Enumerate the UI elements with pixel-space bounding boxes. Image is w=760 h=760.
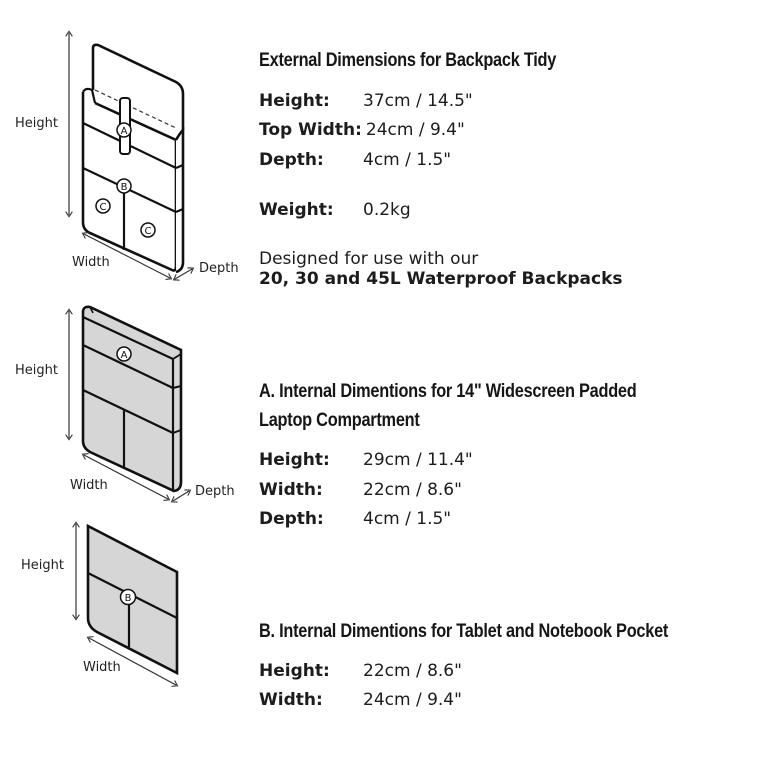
spec-depth [259,509,452,529]
height-label: Height [15,116,58,131]
compartment-a-heading-line1: A. Internal Dimentions for 14" Widescreen Padded [259,381,637,402]
marker-a-icon [117,123,131,137]
marker-c-icon [96,199,110,213]
width-label: Width [83,660,121,675]
spec-label: Width: [259,690,323,710]
height-label: Height [21,558,64,573]
spec-height [259,661,462,681]
tablet-pocket-icon [0,510,250,730]
spec-value: 22cm / 8.6" [363,480,462,500]
depth-label: Depth [195,484,235,499]
spec-value: 0.2kg [363,200,411,220]
svg-text:A: A [120,350,128,361]
spec-label: Height: [259,91,330,111]
note-line-1: Designed for use with our [259,249,479,269]
spec-value: 22cm / 8.6" [363,661,462,681]
spec-top-width [259,120,465,140]
width-label: Width [70,478,108,493]
tablet-diagram [0,510,250,730]
spec-value: 4cm / 1.5" [363,150,452,170]
compartment-b-heading: B. Internal Dimentions for Tablet and Notebook Pocket [259,621,669,642]
marker-b-icon [121,590,136,605]
note-line-2: 20, 30 and 45L Waterproof Backpacks [259,269,623,289]
svg-text:B: B [120,182,128,193]
spec-label: Depth: [259,150,324,170]
spec-value: 24cm / 9.4" [365,120,465,140]
spec-value: 4cm / 1.5" [363,509,452,529]
marker-a-icon [117,347,131,361]
spec-height [259,91,473,111]
marker-c-icon [141,223,155,237]
spec-weight [259,200,411,220]
compatibility-note [259,249,623,289]
spec-label: Top Width: [259,120,362,140]
svg-text:A: A [120,126,128,137]
svg-text:C: C [144,226,152,237]
spec-width [259,690,462,710]
svg-text:B: B [124,593,132,604]
spec-value: 29cm / 11.4" [363,450,473,470]
marker-b-icon [117,179,131,193]
backpack-tidy-outline-icon [0,0,250,295]
spec-width [259,480,462,500]
width-label: Width [72,255,110,270]
spec-value: 37cm / 14.5" [363,91,473,111]
spec-label: Height: [259,661,330,681]
spec-height [259,450,473,470]
laptop-diagram [0,295,250,510]
spec-value: 24cm / 9.4" [363,690,462,710]
compartment-a-heading-line2: Laptop Compartment [259,410,420,431]
external-diagram [0,0,250,295]
spec-depth [259,150,452,170]
spec-label: Height: [259,450,330,470]
laptop-compartment-icon [0,295,250,510]
spec-label: Depth: [259,509,324,529]
spec-label: Weight: [259,200,334,220]
svg-text:C: C [99,202,107,213]
external-heading: External Dimensions for Backpack Tidy [259,50,557,71]
height-label: Height [15,363,58,378]
spec-label: Width: [259,480,323,500]
depth-label: Depth [199,261,239,276]
